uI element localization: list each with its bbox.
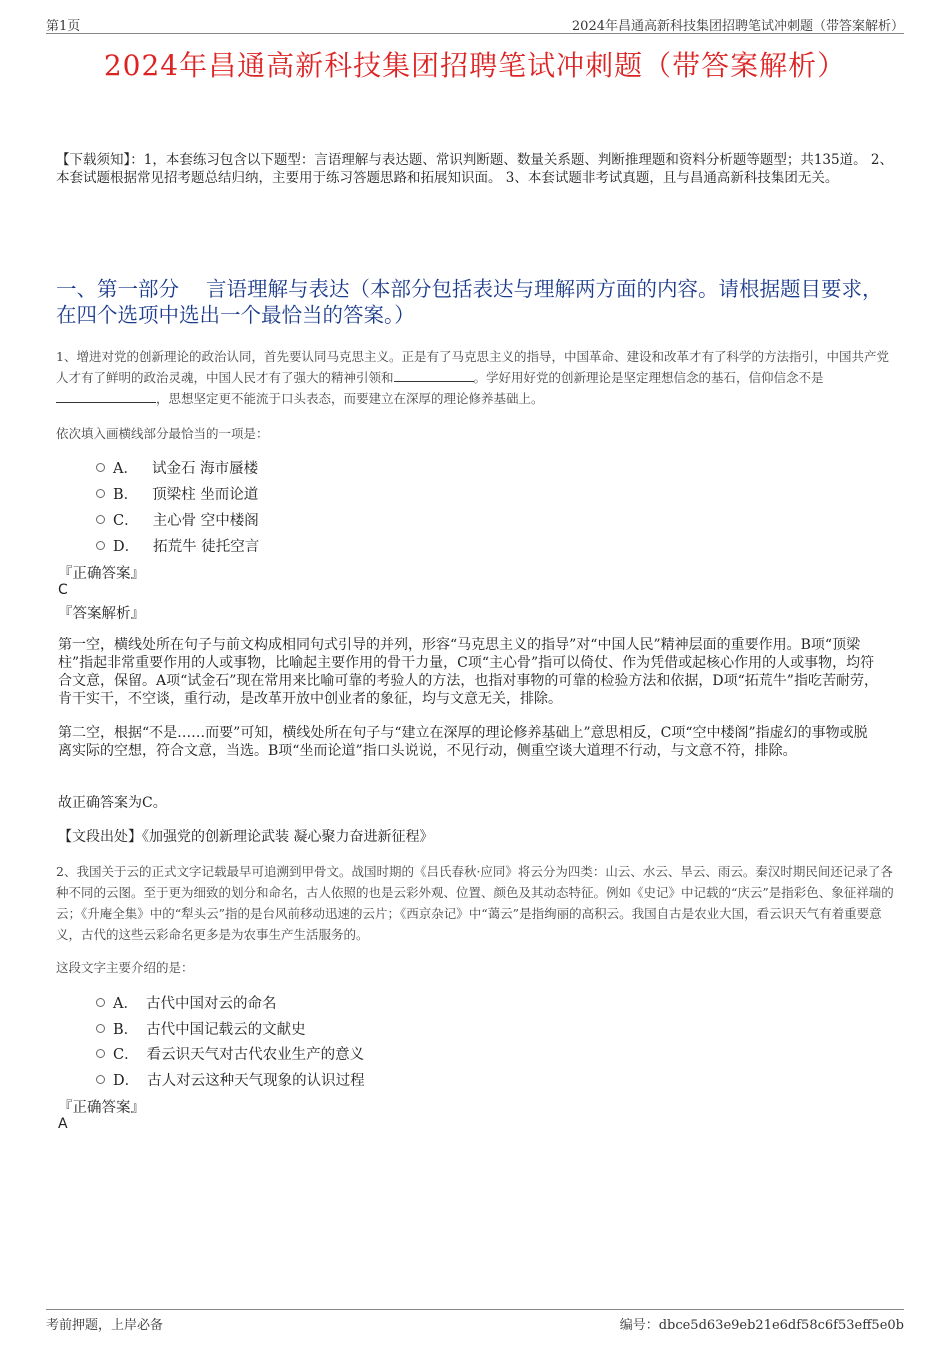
answer-value: C [58,582,68,598]
question-2-option-b[interactable] [96,1018,306,1039]
fill-blank-2 [56,390,156,403]
option-letter: A． [113,996,138,1012]
question-2-option-a[interactable] [96,992,276,1013]
radio-icon[interactable] [96,998,105,1007]
option-text: 主心骨 空中楼阁 [152,513,259,529]
page-title: 2024年昌通高新科技集团招聘笔试冲刺题（带答案解析） [103,49,847,82]
option-text: 古代中国对云的命名 [145,996,277,1012]
option-text: 古人对云这种天气现象的认识过程 [147,1073,365,1089]
header-doc-title: 2024年昌通高新科技集团招聘笔试冲刺题（带答案解析） [571,19,904,34]
analysis-label: 『答案解析』 [58,606,145,622]
fill-blank-1 [394,369,474,382]
source-citation: 【文段出处】《加强党的创新理论武装 凝心聚力奋进新征程》 [58,829,434,845]
option-letter: D． [113,1073,140,1089]
option-letter: D． [113,539,140,555]
analysis-conclusion: 故正确答案为C。 [58,795,167,811]
question-2-prompt: 这段文字主要介绍的是： [56,960,194,975]
option-letter: A． [113,461,138,477]
option-text: 看云识天气对古代农业生产的意义 [146,1047,365,1063]
option-letter: C． [113,513,139,529]
section-title: 一、第一部分 言语理解与表达（本部分包括表达与理解两方面的内容。请根据题目要求，在四个选项中选出一个最恰当的答案。） [56,277,883,327]
radio-icon[interactable] [96,541,105,550]
answer-value: A [58,1116,68,1132]
option-text: 拓荒牛 徒托空言 [153,539,260,555]
answer-label: 『正确答案』 [58,566,145,582]
question-1-text-b: 。学好用好党的创新理论是坚定理想信念的基石，信仰信念不是 [473,370,824,385]
analysis-paragraph-2: 第二空，根据“不是……而要”可知，横线处所在句子与“建立在深厚的理论修养基础上”意思相反，C项“空中楼阁”指虚幻的事物或脱离实际的空想，符合文意，当选。B项“坐而论道”指口头说说，不见行动，侧重空谈大道理不行动，与文意不符，排除。 [58,725,868,759]
question-1-text-c: ，思想坚定更不能流于口头表态，而要建立在深厚的理论修养基础上。 [156,391,544,406]
radio-icon[interactable] [96,489,105,498]
question-1-text [56,346,894,409]
analysis-paragraph-1: 第一空，横线处所在句子与前文构成相同句式引导的并列，形容“马克思主义的指导”对“中国人民”精神层面的重要作用。B项“顶梁柱”指起非常重要作用的人或事物，比喻起主要作用的骨干力量，C项“主心骨”指可以倚仗、作为凭借或起核心作用的人或事物，均符合文意，保留。A项“试金石”现在常用来比喻可靠的考验人的方法，也指对事物的可靠的检验方法和依据，D项“拓荒牛”指吃苦耐劳，肯干实干，不空谈，重行动，是改革开放中创业者的象征，均与文意无关，排除。 [58,637,878,707]
question-2-option-c[interactable] [96,1043,364,1064]
radio-icon[interactable] [96,463,105,472]
radio-icon[interactable] [96,1075,105,1084]
question-1-text-a: 1、增进对党的创新理论的政治认同，首先要认同马克思主义。正是有了马克思主义的指导，中国革命、建设和改革才有了科学的方法指引，中国共产党人才有了鲜明的政治灵魂，中国人民才有了强大的精神引领和 [56,349,889,385]
option-letter: B． [113,487,139,503]
question-1-option-c[interactable] [96,509,259,530]
question-1-option-a[interactable] [96,457,258,478]
option-text: 古代中国记载云的文献史 [146,1022,306,1038]
option-letter: C． [113,1047,139,1063]
option-text: 顶梁柱 坐而论道 [152,487,259,503]
radio-icon[interactable] [96,1024,105,1033]
answer-label: 『正确答案』 [58,1100,145,1116]
footer-slogan: 考前押题，上岸必备 [46,1318,164,1333]
question-1-option-d[interactable] [96,535,259,556]
question-2-option-d[interactable] [96,1069,365,1090]
header-page-number: 第1页 [46,19,81,34]
question-1-prompt: 依次填入画横线部分最恰当的一项是： [56,426,269,441]
radio-icon[interactable] [96,515,105,524]
download-notice: 【下载须知】：1，本套练习包含以下题型：言语理解与表达题、常识判断题、数量关系题、判断推理题和资料分析题等题型；共135道。 2、本套试题根据常见招考题总结归纳，主要用于练习答题思路和拓展知识面。 3、本套试题非考试真题，且与昌通高新科技集团无关。 [56,152,893,186]
question-1-option-b[interactable] [96,483,258,504]
footer-divider [46,1309,904,1310]
question-2-text: 2、我国关于云的正式文字记载最早可追溯到甲骨文。战国时期的《吕氏春秋·应同》将云分为四类：山云、水云、旱云、雨云。秦汉时期民间还记录了各种不同的云图。至于更为细致的划分和命名，古人依照的也是云彩外观、位置、颜色及其动态特征。例如《史记》中记载的“庆云”是指彩色、象征祥瑞的云；《升庵全集》中的“犁头云”指的是台风前移动迅速的云片；《西京杂记》中“蔼云”是指绚丽的高积云。我国自古是农业大国，看云识天气有着重要意义，古代的这些云彩命名更多是为农事生产生活服务的。 [56,864,894,942]
radio-icon[interactable] [96,1049,105,1058]
footer-doc-id: 编号：dbce5d63e9eb21e6df58c6f53eff5e0b [619,1318,904,1333]
option-text: 试金石 海市蜃楼 [151,461,259,477]
header-divider [46,33,904,34]
option-letter: B． [113,1022,139,1038]
